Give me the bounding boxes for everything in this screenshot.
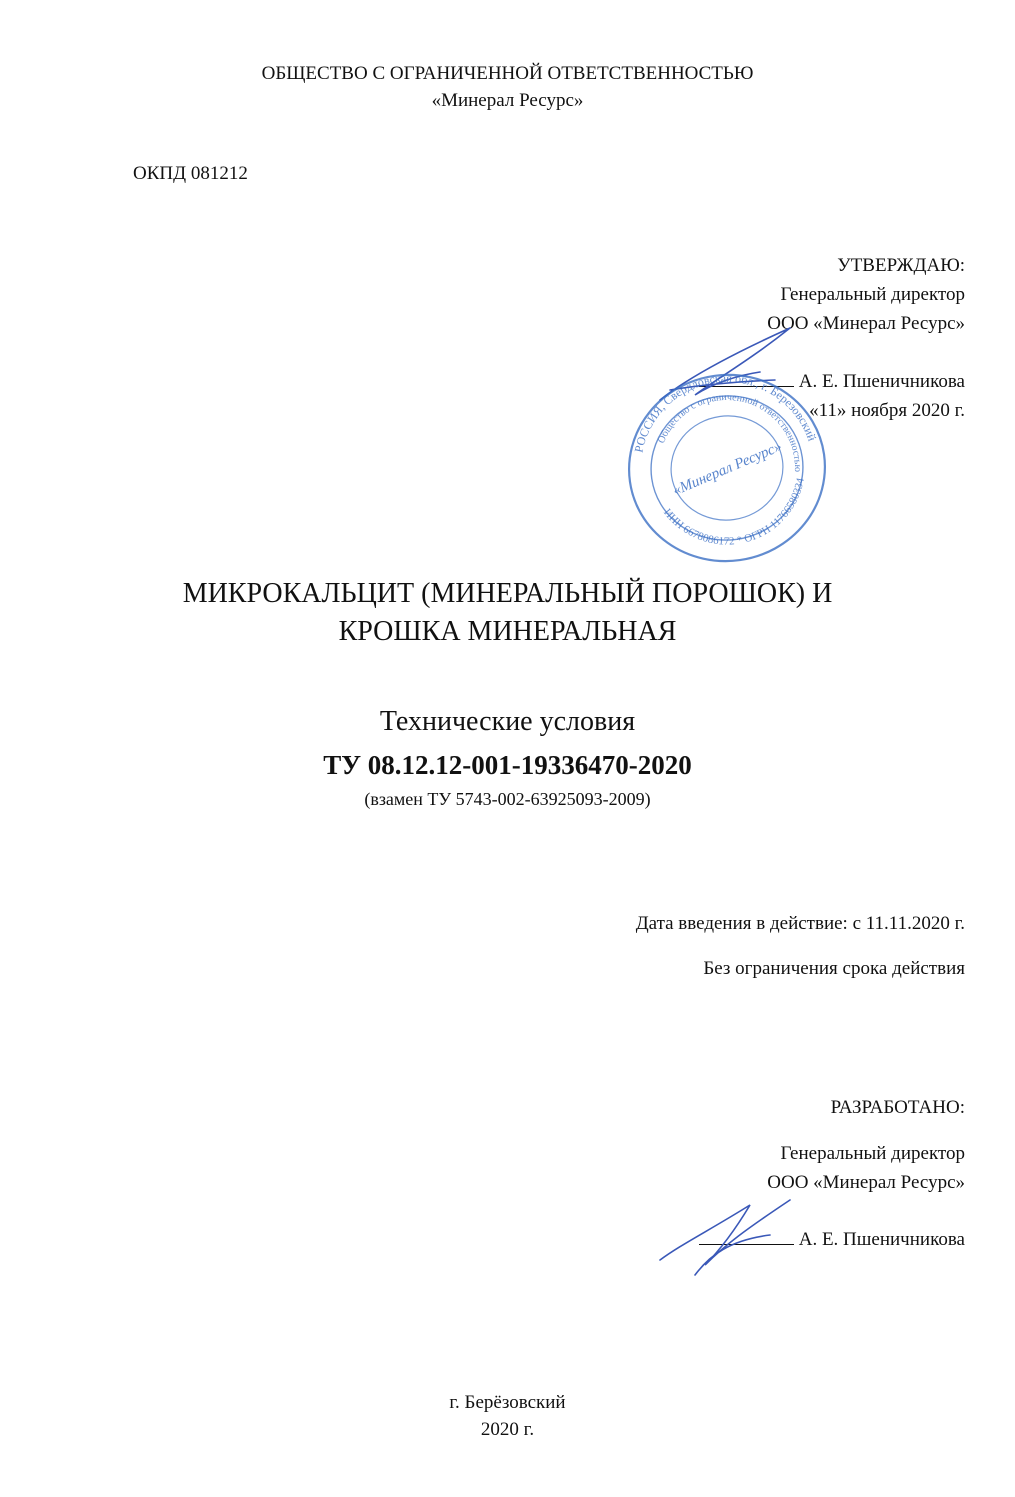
effective-date: Дата введения в действие: с 11.11.2020 г. bbox=[635, 913, 965, 934]
stamp-inner-text: Общество с ограниченной ответственностью bbox=[656, 391, 804, 472]
stamp-center-text: «Минерал Ресурс» bbox=[670, 438, 785, 500]
developed-signature bbox=[650, 1185, 800, 1285]
approval-signatory: А. Е. Пшеничникова bbox=[798, 371, 965, 392]
spec-type: Технические условия bbox=[379, 706, 636, 737]
footer bbox=[0, 1389, 1015, 1443]
developed-signatory: А. Е. Пшеничникова bbox=[798, 1229, 965, 1250]
title-line-2: КРОШКА МИНЕРАЛЬНАЯ bbox=[338, 616, 677, 647]
spec-replaces: (взамен ТУ 5743-002-63925093-2009) bbox=[364, 789, 651, 809]
spec-code: ТУ 08.12.12-001-19336470-2020 bbox=[323, 750, 692, 780]
title-line-1: МИКРОКАЛЬЦИТ (МИНЕРАЛЬНЫЙ ПОРОШОК) И bbox=[182, 578, 833, 609]
approval-position: Генеральный директор bbox=[780, 284, 965, 305]
organization-name bbox=[0, 60, 1015, 114]
document-title bbox=[0, 575, 1015, 651]
developed-heading: РАЗРАБОТАНО: bbox=[830, 1097, 965, 1118]
approval-date: «11» ноября 2020 г. bbox=[809, 400, 965, 421]
approval-company: ООО «Минерал Ресурс» bbox=[767, 313, 965, 334]
stamp-outer-text: РОССИЯ, Свердловская обл., г. Березовский bbox=[631, 370, 820, 454]
developed-company: ООО «Минерал Ресурс» bbox=[767, 1172, 965, 1193]
org-line-1: ОБЩЕСТВО С ОГРАНИЧЕННОЙ ОТВЕТСТВЕННОСТЬЮ bbox=[261, 63, 754, 84]
approval-heading: УТВЕРЖДАЮ: bbox=[837, 255, 965, 276]
validity-term: Без ограничения срока действия bbox=[703, 958, 965, 979]
company-stamp bbox=[622, 368, 832, 568]
developed-position: Генеральный директор bbox=[780, 1143, 965, 1164]
stamp-bottom-text: ИНН 6678086172 * ОГРН 1176658033403 bbox=[661, 477, 807, 548]
footer-year: 2020 г. bbox=[480, 1419, 535, 1440]
okpd-code: ОКПД 081212 bbox=[133, 163, 248, 184]
footer-city: г. Берёзовский bbox=[449, 1392, 566, 1413]
org-line-2: «Минерал Ресурс» bbox=[431, 90, 584, 111]
